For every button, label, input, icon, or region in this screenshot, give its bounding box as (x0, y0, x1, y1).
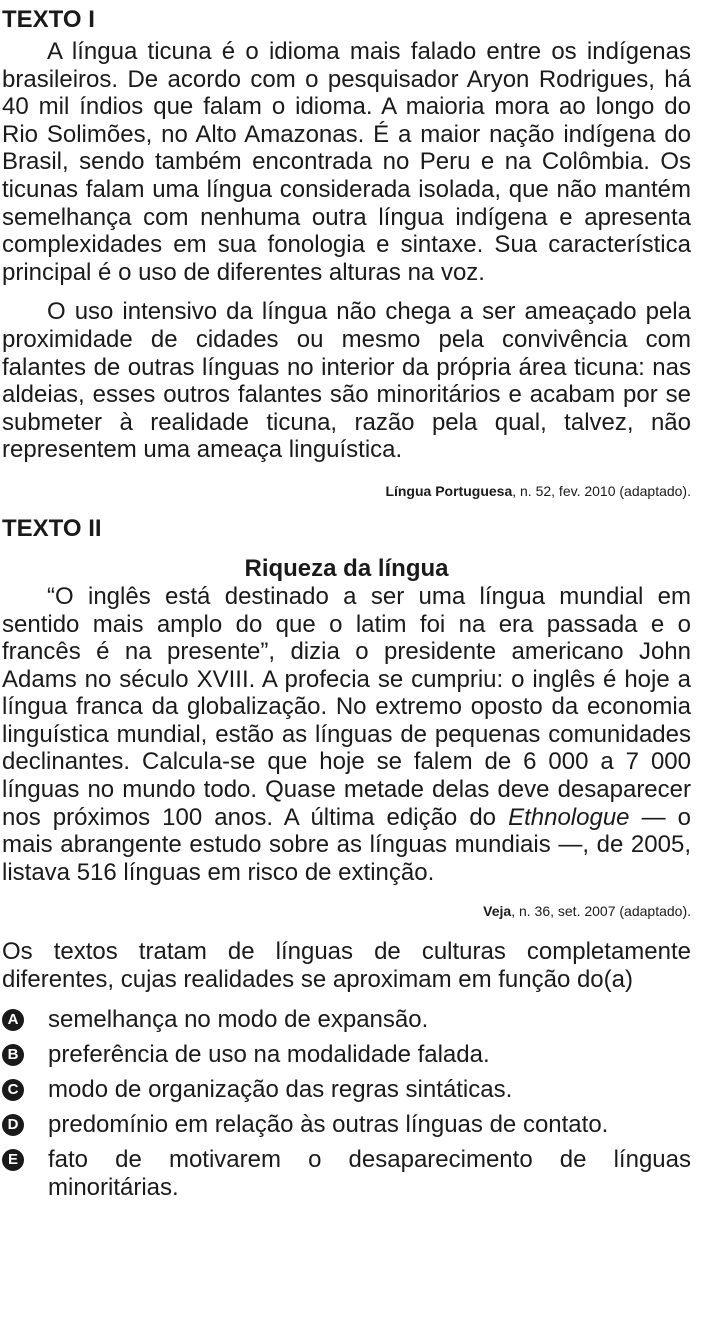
texto2-ethnologue-title: Ethnologue (508, 803, 630, 831)
texto2-title: Riqueza da língua (244, 554, 449, 582)
texto2-paragraph-part2: — o mais abrangente estudo sobre as línguas mundiais —, de 2005, listava 516 línguas em risco de extinção. (2, 803, 691, 886)
texto1-heading: TEXTO I (2, 6, 95, 33)
option-b[interactable] (2, 1041, 691, 1069)
texto1-paragraph-2: O uso intensivo da língua não chega a ser ameaçado pela proximidade de cidades ou mesmo pela convivência com falantes de outras línguas no interior da própria área ticuna: nas aldeias, esses outros falantes são minoritários e acabam por se submeter à realidade ticuna, razão pela qual, talvez, não representem uma ameaça linguística. (2, 298, 691, 464)
option-d[interactable] (2, 1111, 691, 1139)
option-a-text: semelhança no modo de expansão. (48, 1005, 429, 1033)
texto2-source-details: , n. 36, set. 2007 (adaptado). (511, 903, 691, 920)
option-a[interactable] (2, 1006, 691, 1034)
texto2-paragraph (2, 583, 691, 887)
option-c[interactable] (2, 1076, 691, 1104)
option-d-letter-badge: D (2, 1114, 24, 1136)
option-c-text: modo de organização das regras sintáticas. (48, 1075, 513, 1103)
texto1-paragraph-1: A língua ticuna é o idioma mais falado entre os indígenas brasileiros. De acordo com o pesquisador Aryon Rodrigues, há 40 mil índios que falam o idioma. A maioria mora ao longo do Rio Solimões, no Alto Amazonas. É a maior nação indígena do Brasil, sendo também encontrada no Peru e na Colômbia. Os ticunas falam uma língua considerada isolada, que não mantém semelhança com nenhuma outra língua indígena e apresenta complexidades em sua fonologia e sintaxe. Sua característica principal é o uso de diferentes alturas na voz. (2, 38, 691, 286)
texto2-source (2, 902, 691, 920)
texto2-source-title: Veja (483, 903, 512, 920)
texto1-source-title: Língua Portuguesa (385, 482, 513, 499)
option-e[interactable] (2, 1146, 691, 1201)
option-c-letter-badge: C (2, 1079, 24, 1101)
texto2-heading: TEXTO II (2, 514, 102, 542)
option-a-letter-badge: A (2, 1009, 24, 1031)
option-e-letter-badge: E (2, 1149, 24, 1171)
option-b-text: preferência de uso na modalidade falada. (48, 1040, 490, 1068)
option-d-text: predomínio em relação às outras línguas de contato. (48, 1110, 609, 1138)
texto1-source-details: , n. 52, fev. 2010 (adaptado). (512, 482, 691, 499)
option-e-text: fato de motivarem o desaparecimento de línguas minoritárias. (48, 1146, 691, 1201)
option-b-letter-badge: B (2, 1044, 24, 1066)
texto1-source (2, 482, 691, 500)
question-stem: Os textos tratam de línguas de culturas completamente diferentes, cujas realidades se aproximam em função do(a) (2, 938, 691, 994)
texto2-paragraph-part1: “O inglês está destinado a ser uma língua mundial em sentido mais amplo do que o latim foi na era passada e o francês é na presente”, dizia o presidente americano John Adams no século XVIII. A profecia se cumpriu: o inglês é hoje a língua franca da globalização. No extremo oposto da economia linguística mundial, estão as línguas de pequenas comunidades declinantes. Calcula-se que hoje se falem de 6 000 a 7 000 línguas no mundo todo. Quase metade delas deve desaparecer nos próximos 100 anos. A última edição do (2, 582, 691, 831)
answer-options (2, 1006, 691, 1202)
